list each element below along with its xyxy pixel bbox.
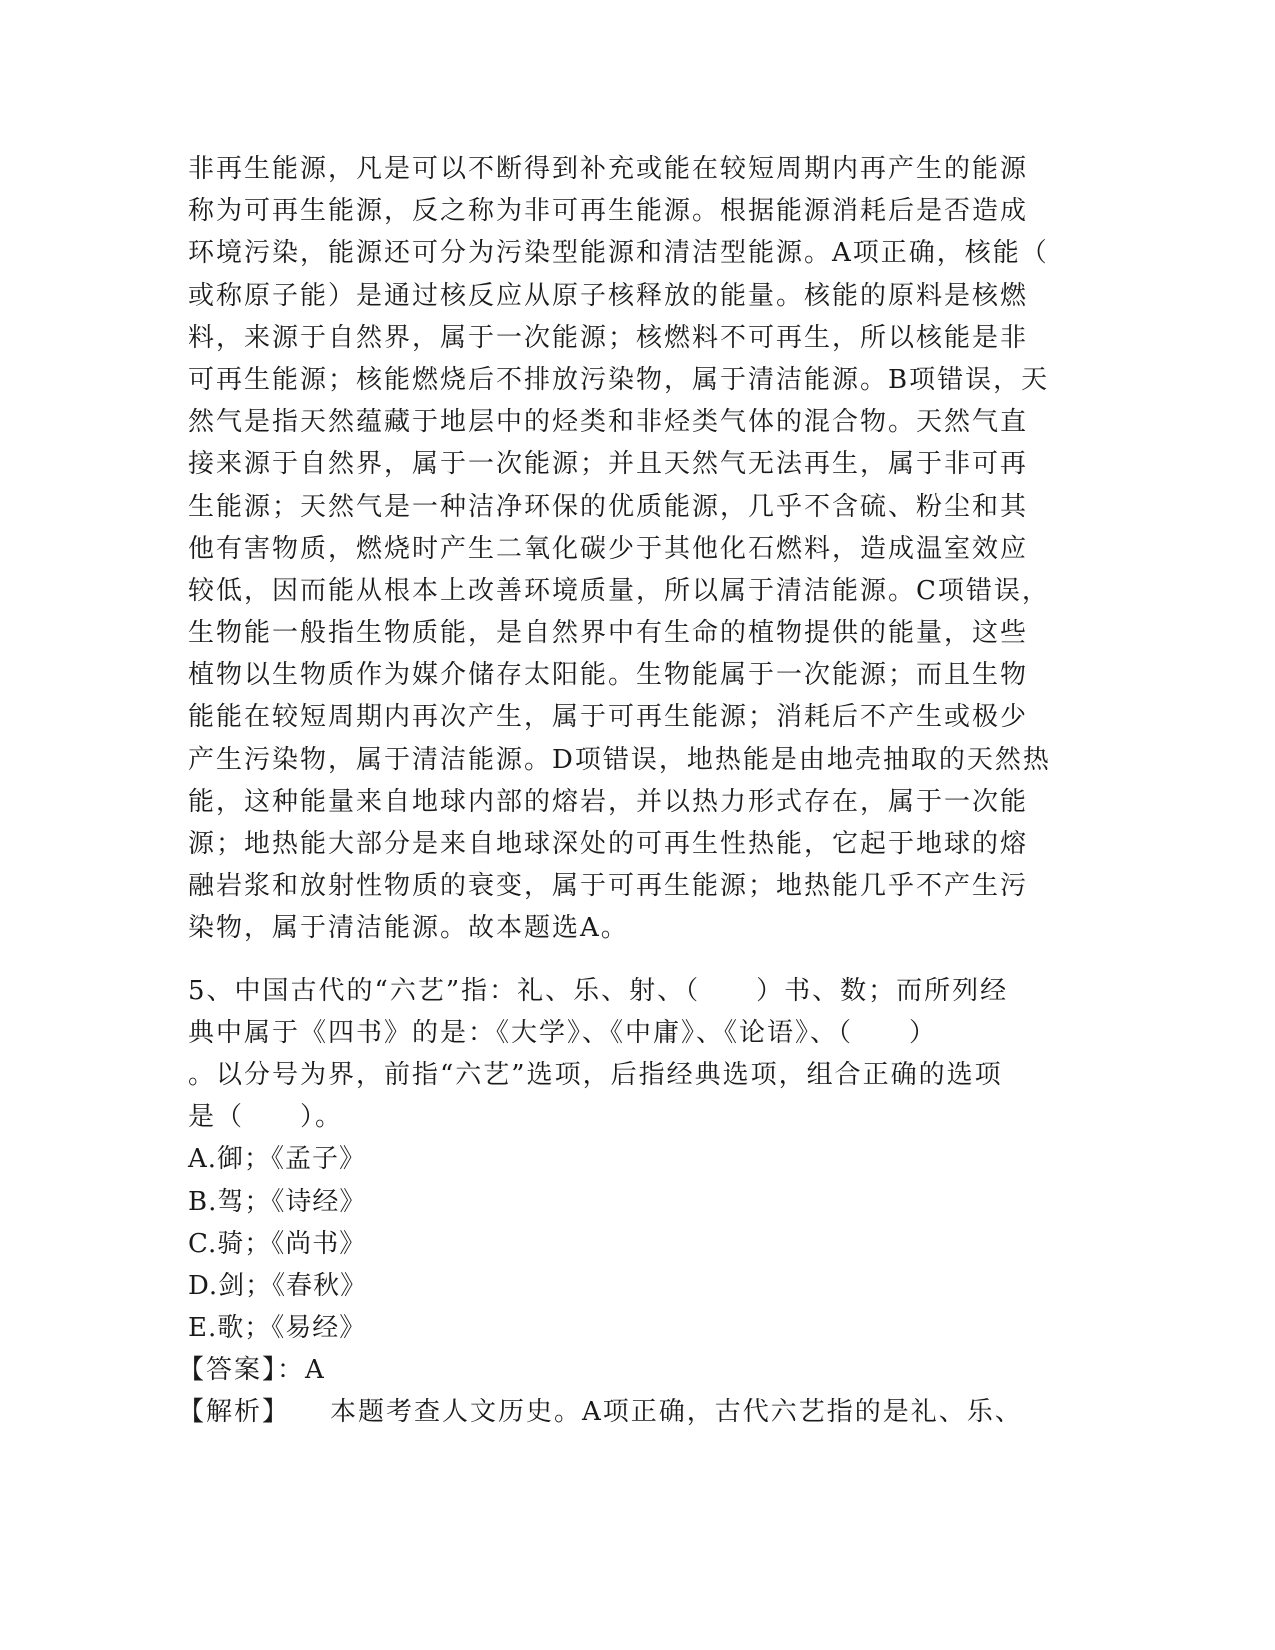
text-line: 料，来源于自然界，属于一次能源；核燃料不可再生，所以核能是非 <box>188 322 1029 353</box>
text-line: 较低，因而能从根本上改善环境质量，所以属于清洁能源。C项错误， <box>188 575 1050 606</box>
option-e: E.歌；《易经》 <box>188 1313 367 1344</box>
text-line: 能，这种能量来自地球内部的熔岩，并以热力形式存在，属于一次能 <box>188 786 1029 817</box>
question-5 <box>178 970 1088 1434</box>
text-line: 然气是指天然蕴藏于地层中的烃类和非烃类气体的混合物。天然气直 <box>188 407 1029 438</box>
question-stem-line: 。以分号为界，前指“六艺”选项，后指经典选项，组合正确的选项 <box>188 1059 1003 1090</box>
text-line: 环境污染，能源还可分为污染型能源和清洁型能源。A项正确，核能（ <box>188 238 1049 269</box>
explanation-continued <box>188 148 1088 950</box>
question-options <box>188 1138 1088 1349</box>
text-line: 他有害物质，燃烧时产生二氧化碳少于其他化石燃料，造成温室效应 <box>188 533 1029 564</box>
analysis-row <box>178 1391 1088 1433</box>
answer-label: 【答案】： <box>178 1355 306 1386</box>
text-line: 产生污染物，属于清洁能源。D项错误，地热能是由地壳抽取的天然热 <box>188 744 1051 775</box>
text-line: 植物以生物质作为媒介储存太阳能。生物能属于一次能源；而且生物 <box>188 660 1029 691</box>
question-stem-line: 5、中国古代的“六艺”指：礼、乐、射、（ ）书、数；而所列经 <box>188 975 1009 1006</box>
question-stem-line: 是（ ）。 <box>188 1102 344 1133</box>
answer-value: A <box>305 1355 326 1386</box>
option-c: C.骑；《尚书》 <box>188 1228 367 1259</box>
text-line: 接来源于自然界，属于一次能源；并且天然气无法再生，属于非可再 <box>188 449 1029 480</box>
answer-row <box>178 1349 1088 1391</box>
option-b: B.驾；《诗经》 <box>188 1186 367 1217</box>
analysis-text: 本题考查人文历史。A项正确，古代六艺指的是礼、乐、 <box>330 1397 1023 1428</box>
text-line: 能能在较短周期内再次产生，属于可再生能源；消耗后不产生或极少 <box>188 702 1029 733</box>
text-line: 融岩浆和放射性物质的衰变，属于可再生能源；地热能几乎不产生污 <box>188 871 1029 902</box>
text-line: 称为可再生能源，反之称为非可再生能源。根据能源消耗后是否造成 <box>188 196 1029 227</box>
text-line: 染物，属于清洁能源。故本题选A。 <box>188 913 629 944</box>
text-line: 生物能一般指生物质能，是自然界中有生命的植物提供的能量，这些 <box>188 618 1029 649</box>
option-d: D.剑；《春秋》 <box>188 1270 368 1301</box>
question-stem <box>188 970 1088 1139</box>
analysis-label: 【解析】 <box>178 1397 291 1428</box>
question-stem-line: 典中属于《四书》的是：《大学》、《中庸》、《论语》、（ ） <box>188 1017 938 1048</box>
document-page <box>178 148 1088 1434</box>
option-a: A.御；《孟子》 <box>188 1144 367 1175</box>
text-line: 源；地热能大部分是来自地球深处的可再生性热能，它起于地球的熔 <box>188 829 1029 859</box>
text-line: 非再生能源，凡是可以不断得到补充或能在较短周期内再产生的能源 <box>188 154 1029 184</box>
text-line: 生能源；天然气是一种洁净环保的优质能源，几乎不含硫、粉尘和其 <box>188 491 1029 522</box>
text-line: 或称原子能）是通过核反应从原子核释放的能量。核能的原料是核燃 <box>188 280 1029 311</box>
text-line: 可再生能源；核能燃烧后不排放污染物，属于清洁能源。B项错误，天 <box>188 364 1050 395</box>
